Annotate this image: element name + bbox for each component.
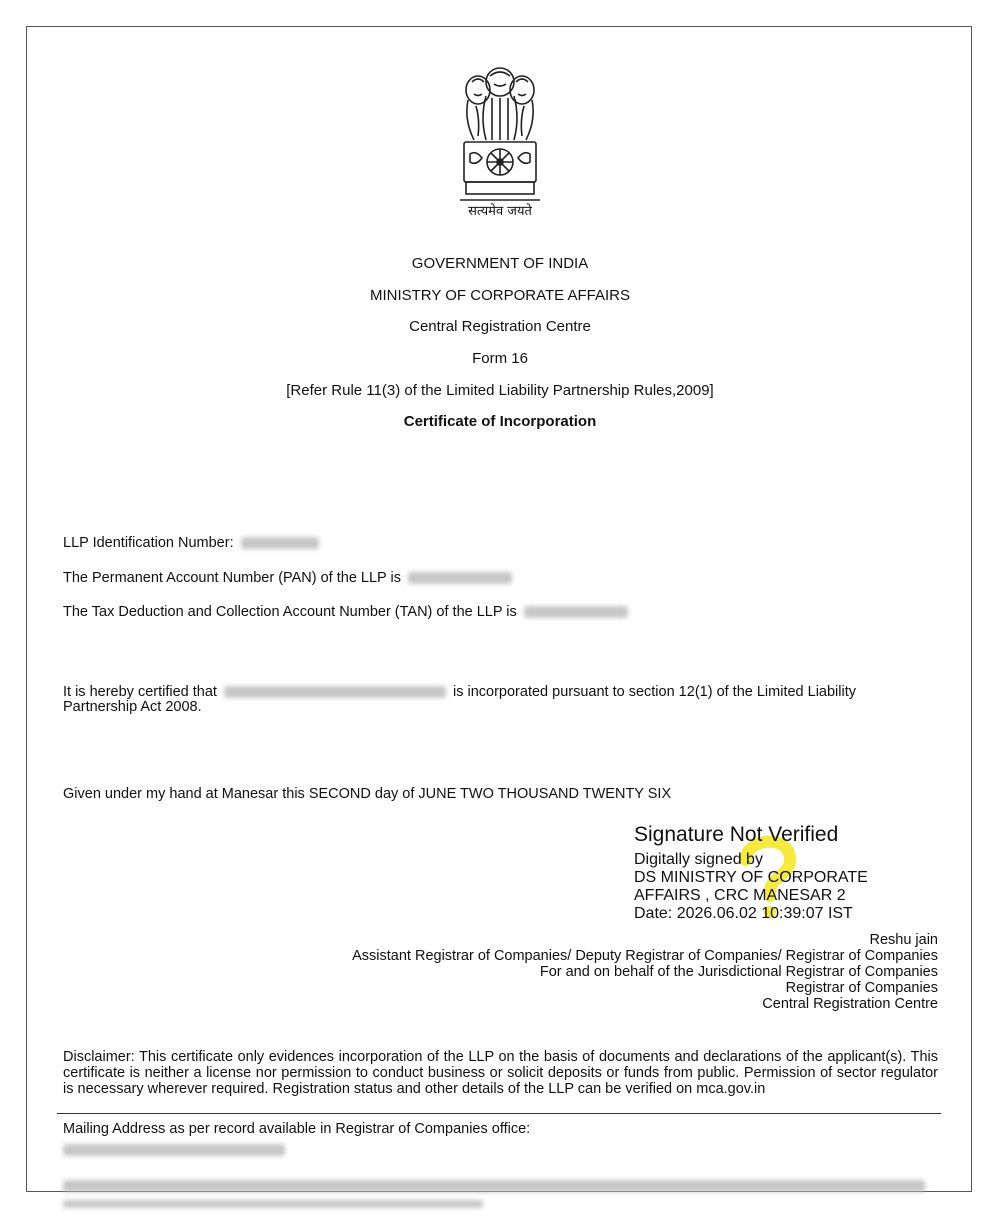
header-ministry: MINISTRY OF CORPORATE AFFAIRS	[369, 287, 631, 304]
pan-label: The Permanent Account Number (PAN) of the LLP is	[63, 570, 401, 586]
llpin-redacted	[241, 537, 319, 549]
certification-paragraph	[63, 685, 938, 715]
llp-name-redacted	[224, 686, 446, 698]
header-form: Form 16	[472, 350, 528, 367]
registrar-name: Reshu jain	[869, 932, 938, 948]
mailing-address-redacted-1	[63, 1180, 925, 1192]
llpin-label: LLP Identification Number:	[63, 535, 234, 551]
llpin-row	[63, 535, 322, 551]
registrar-title-1: Assistant Registrar of Companies/ Deputy Registrar of Companies/ Registrar of Companies	[352, 948, 938, 964]
signature-line-3: AFFAIRS , CRC MANESAR 2	[634, 887, 846, 904]
mailing-address-redacted-2	[63, 1200, 483, 1208]
mailing-name-redacted	[63, 1144, 285, 1156]
registrar-title-2: For and on behalf of the Jurisdictional Registrar of Companies	[539, 964, 938, 980]
ashoka-emblem-icon	[450, 58, 550, 220]
mailing-label: Mailing Address as per record available in Registrar of Companies office:	[63, 1121, 531, 1137]
certification-line2: Partnership Act 2008.	[63, 699, 202, 715]
pan-row	[63, 570, 515, 586]
motto-text: सत्यमेव जयते	[468, 204, 532, 219]
divider	[57, 1113, 941, 1114]
signature-status: Signature Not Verified	[634, 823, 839, 846]
tan-label: The Tax Deduction and Collection Account Number (TAN) of the LLP is	[63, 604, 517, 620]
signature-line-1: Digitally signed by	[634, 851, 763, 868]
mailing-address	[63, 1121, 928, 1212]
header-rule-ref: [Refer Rule 11(3) of the Limited Liability Partnership Rules,2009]	[286, 382, 714, 399]
given-under-hand: Given under my hand at Manesar this SECOND day of JUNE TWO THOUSAND TWENTY SIX	[63, 786, 672, 802]
digital-signature-block	[634, 822, 934, 923]
tan-row	[63, 604, 631, 620]
disclaimer-text: Disclaimer: This certificate only evidences incorporation of the LLP on the basis of documents and declarations of the applicant(s). This certificate is neither a license nor permission to conduct business or solicit deposits or funds from public. Permission of sector regulator is necessary wherever required. Registration status and other details of the LLP can be verified on mca.gov.in	[63, 1049, 938, 1097]
header-government: GOVERNMENT OF INDIA	[411, 255, 589, 272]
certification-prefix: It is hereby certified that	[63, 684, 217, 700]
certificate-title: Certificate of Incorporation	[403, 413, 597, 430]
header-centre: Central Registration Centre	[409, 318, 591, 335]
registrar-title-3: Registrar of Companies	[785, 980, 938, 996]
tan-redacted	[524, 606, 628, 618]
signature-date: Date: 2026.06.02 10:39:07 IST	[634, 905, 853, 922]
signature-line-2: DS MINISTRY OF CORPORATE	[634, 869, 868, 886]
registrar-block	[352, 932, 938, 1012]
pan-redacted	[408, 572, 512, 584]
registrar-title-4: Central Registration Centre	[762, 996, 938, 1012]
certification-suffix: is incorporated pursuant to section 12(1) of the Limited Liability	[453, 684, 856, 700]
